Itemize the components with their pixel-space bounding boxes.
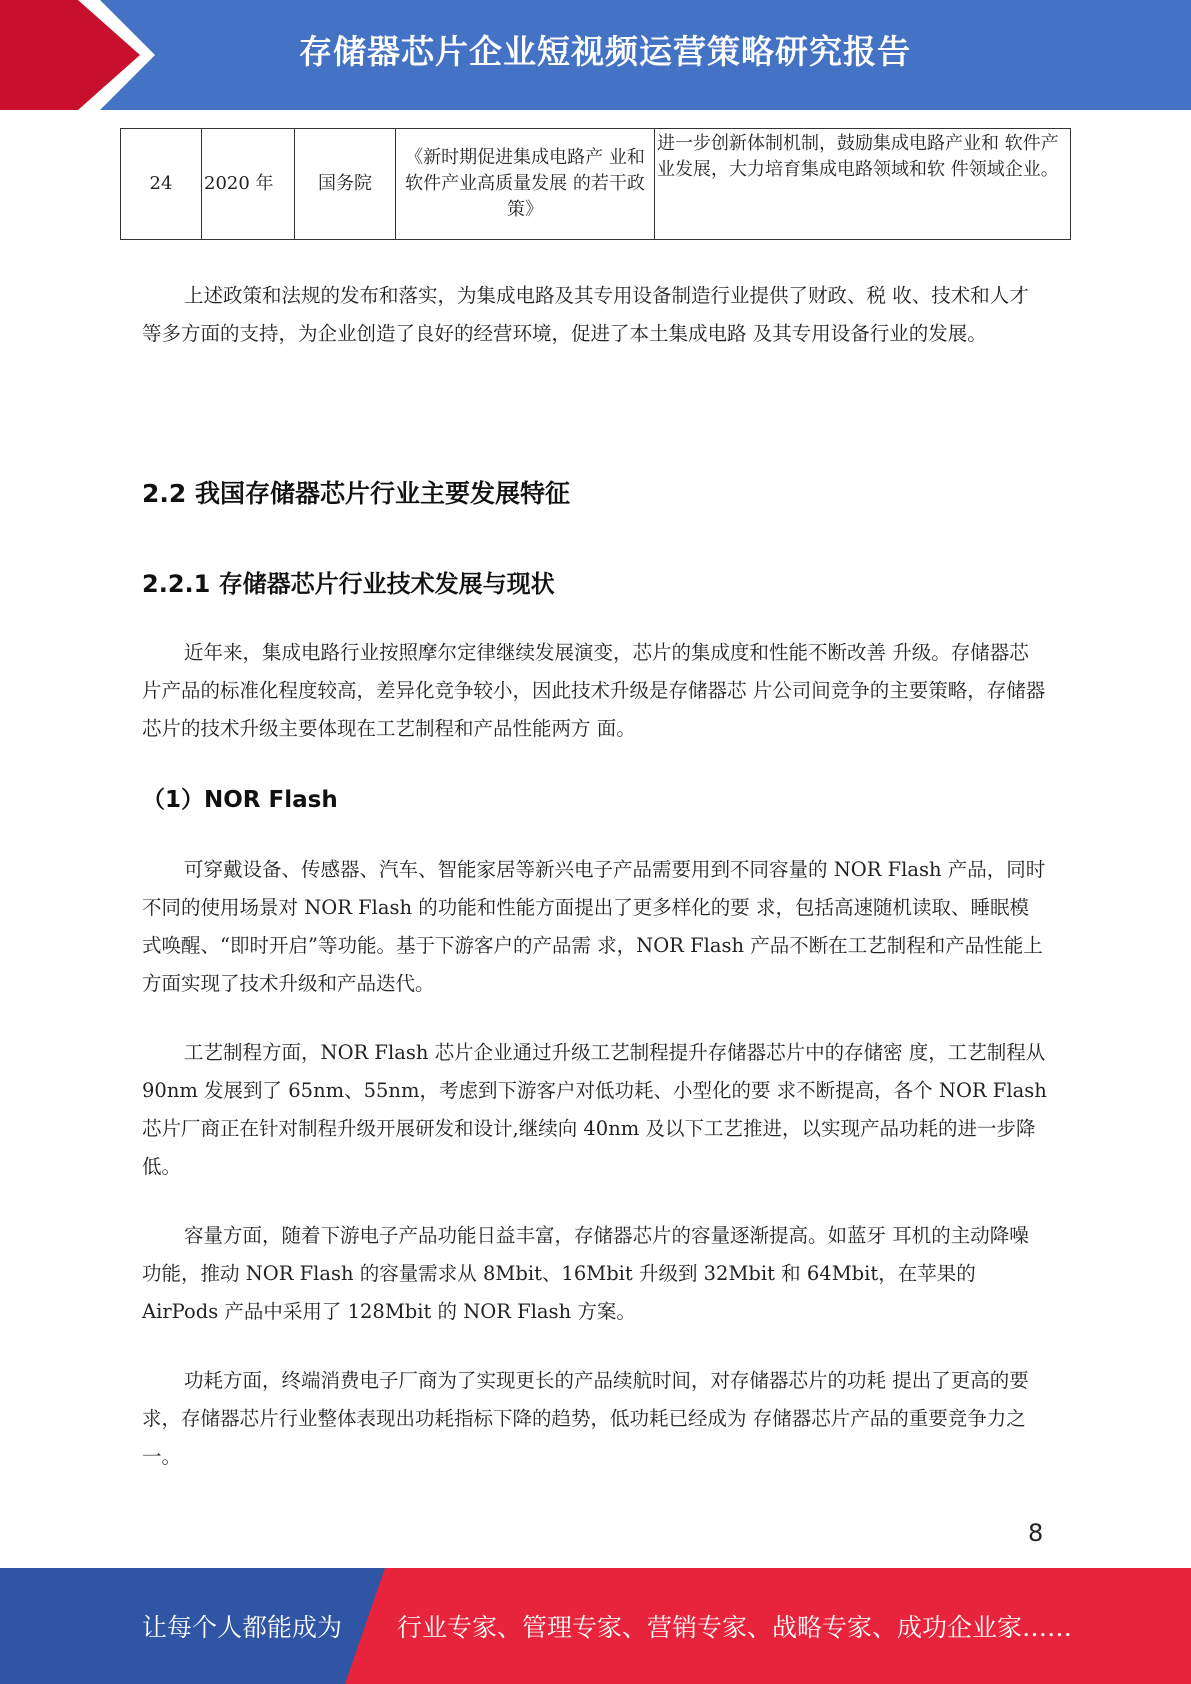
paragraph-process-technology: 工艺制程方面，NOR Flash 芯片企业通过升级工艺制程提升存储器芯片中的存储密 度，工艺制程从 90nm 发展到了 65nm、55nm，考虑到下游客户对低功耗、小型化的要 求不断提高，各个 NOR Flash 芯片厂商正在针对制程升级开展研发和设计,继续向 40nm 及以下工艺推进，以实现产品功耗的进一步降低。: [142, 1041, 1047, 1178]
cell-number: 24: [121, 129, 202, 240]
paragraph-nor-flash-applications: 可穿戴设备、传感器、汽车、智能家居等新兴电子产品需要用到不同容量的 NOR Flash 产品，同时不同的使用场景对 NOR Flash 的功能和性能方面提出了更多样化的要 求，包括高速随机读取、睡眠模式唤醒、“即时开启”等功能。基于下游客户的产品需 求，NOR Flash 产品不断在工艺制程和产品性能上方面实现了技术升级和产品迭代。: [142, 858, 1046, 995]
footer-slogan-right: 行业专家、管理专家、营销专家、战略专家、成功企业家……: [397, 1613, 1073, 1642]
report-title: 存储器芯片企业短视频运营策略研究报告: [299, 32, 911, 71]
footer-slogan-left: 让每个人都能成为: [142, 1613, 343, 1642]
table-row: [121, 129, 1071, 240]
page-header: [0, 0, 1191, 110]
page-footer: [0, 1568, 1191, 1684]
paragraph-policy-summary: 上述政策和法规的发布和落实，为集成电路及其专用设备制造行业提供了财政、税 收、技术和人才等多方面的支持，为企业创造了良好的经营环境，促进了本土集成电路 及其专用设备行业的发展。: [142, 284, 1029, 345]
cell-year: 2020 年: [202, 129, 295, 240]
page-number: 8: [1028, 1519, 1044, 1547]
cell-organization: 国务院: [295, 129, 396, 240]
subsection-heading-nor-flash: （1）NOR Flash: [142, 787, 338, 813]
section-heading-2-2: 2.2 我国存储器芯片行业主要发展特征: [142, 479, 570, 508]
cell-policy-title: 《新时期促进集成电路产 业和软件产业高质量发展 的若干政策》: [396, 129, 655, 240]
cell-policy-content: 进一步创新体制机制，鼓励集成电路产业和 软件产业发展，大力培育集成电路领域和软 件领域企业。: [655, 129, 1071, 240]
section-heading-2-2-1: 2.2.1 存储器芯片行业技术发展与现状: [142, 570, 555, 598]
paragraph-capacity: 容量方面，随着下游电子产品功能日益丰富，存储器芯片的容量逐渐提高。如蓝牙 耳机的主动降噪功能，推动 NOR Flash 的容量需求从 8Mbit、16Mbit 升级到 32Mbit 和 64Mbit，在苹果的 AirPods 产品中采用了 128Mbit 的 NOR Flash 方案。: [142, 1224, 1029, 1323]
header-red-arrow: [0, 0, 140, 110]
paragraph-tech-development: 近年来，集成电路行业按照摩尔定律继续发展演变，芯片的集成度和性能不断改善 升级。存储器芯片产品的标准化程度较高，差异化竞争较小，因此技术升级是存储器芯 片公司间竞争的主要策略，存储器芯片的技术升级主要体现在工艺制程和产品性能两方 面。: [142, 641, 1046, 740]
paragraph-power-consumption: 功耗方面，终端消费电子厂商为了实现更长的产品续航时间，对存储器芯片的功耗 提出了更高的要求，存储器芯片行业整体表现出功耗指标下降的趋势，低功耗已经成为 存储器芯片产品的重要竞争力之一。: [142, 1369, 1029, 1468]
policy-table: [120, 128, 1071, 240]
